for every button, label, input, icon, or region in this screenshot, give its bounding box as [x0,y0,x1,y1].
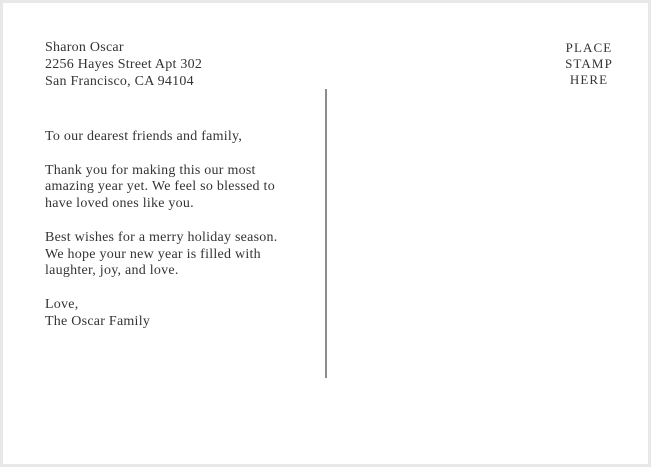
return-address-name: Sharon Oscar [45,40,124,55]
paragraph2-line1: Best wishes for a merry holiday season. [45,229,278,245]
paragraph2-line3: laughter, joy, and love. [45,263,179,279]
message-salutation [45,129,278,146]
paragraph2-line2: We hope your new year is filled with [45,246,261,262]
return-address [45,40,202,90]
message-closing [45,297,278,331]
postcard-back [3,3,648,464]
return-address-city: San Francisco, CA 94104 [45,73,194,89]
stamp-line-here: HERE [569,72,609,88]
salutation-text: To our dearest friends and family, [45,129,243,144]
message-paragraph-2 [45,230,278,280]
stamp-line-place: PLACE [565,40,613,55]
paragraph1-line3: have loved ones like you. [45,196,194,212]
message-body [45,129,278,331]
closing-line2: The Oscar Family [45,313,151,329]
stamp-line-stamp: STAMP [565,56,613,72]
paragraph1-line1: Thank you for making this our most [45,162,256,178]
return-address-street: 2256 Hayes Street Apt 302 [45,56,203,72]
divider-line [325,89,327,378]
paragraph1-line2: amazing year yet. We feel so blessed to [45,179,275,195]
stamp-placement-box [555,40,623,88]
closing-line1: Love, [45,296,79,312]
message-paragraph-1 [45,163,278,213]
